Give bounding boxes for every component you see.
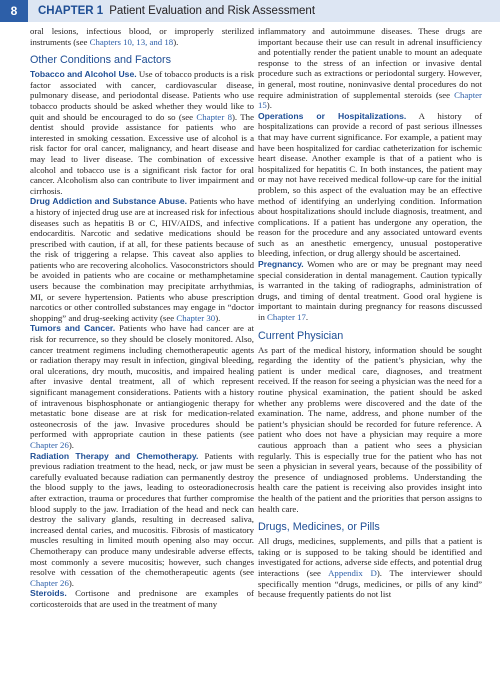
chapter-heading (38, 0, 315, 22)
running-header (0, 0, 500, 22)
cross-reference-link[interactable]: Chapter 26 (30, 439, 69, 450)
paragraph: Radiation Therapy and Chemotherapy. Patients with previous radiation treatment to the head, neck, or jaw must be carefully evaluated because radiation can permanently destroy the blood supply to the jaws, leading to osteoradionecrosis after extraction, trauma or procedures that further compromise blood supply to the jaw. Irradiation of the head and neck can destroy the salivary glands, resulting in decreased saliva, increased dental caries, and mucositis. Fibrosis of masticatory muscles resulting in limited mouth opening also may occur. Chemotherapy can produce many undesirable adverse effects, most commonly a severe mucositis; however, such changes resolve with cessation of the chemotherapeutic agents (see Chapter 26). (30, 450, 254, 588)
paragraph: oral lesions, infectious blood, or improperly sterilized instruments (see Chapters 10, 13, and 18). (30, 26, 254, 47)
run-in-heading: Tumors and Cancer. (30, 323, 116, 334)
cross-reference-link[interactable]: Chapter 26 (30, 577, 69, 588)
left-column (30, 26, 254, 609)
cross-reference-link[interactable]: Chapters 10, 13, and 18 (89, 36, 174, 47)
paragraph: As part of the medical history, information should be sought regarding the identity of the patient’s physician, why the patient is under medical care, diagnoses, and treatment received. If the reason for seeing a physician was the need for a routine physical examination, the patient should be asked whether any problems were discovered and the date of the examination. The name, address, and phone number of the patient’s physician should be recorded for future reference. A patient who does not have a physician may require a more cautious approach than a patient who sees a physician regularly. This is especially true for the patient who has not seen a physician in several years, because of the possibility of the presence of undiagnosed problems. Understanding the health care the patient is receiving also provides insight into the health of the patient and the priorities that person assigns to health care. (258, 344, 482, 514)
run-in-heading: Steroids. (30, 588, 67, 599)
cross-reference-link[interactable]: Appendix D (328, 567, 377, 578)
paragraph: Steroids. Cortisone and prednisone are examples of corticosteroids that are used in the treatment of many (30, 588, 254, 609)
right-column (258, 26, 482, 600)
cross-reference-link[interactable]: Chapter 17 (267, 312, 306, 323)
run-in-heading: Tobacco and Alcohol Use. (30, 69, 137, 80)
cross-reference-link[interactable]: Chapter 15 (258, 89, 482, 111)
section-heading: Other Conditions and Factors (30, 54, 172, 67)
cross-reference-link[interactable]: Chapter 8 (196, 111, 232, 122)
chapter-label: CHAPTER 1 (38, 5, 104, 17)
chapter-title: Patient Evaluation and Risk Assessment (109, 5, 316, 17)
page-number: 8 (0, 0, 28, 22)
section-heading: Current Physician (258, 329, 344, 342)
paragraph: Operations or Hospitalizations. A history of hospitalizations can provide a record of past serious illnesses that may have current significance. For example, a patient may have been hospitalized for cardiac catheterization for ischemic heart disease. Another example is that of a patient who is hospitalized for hepatitis C. In both instances, the patient may or may not have received medical follow-up care for the initial problem, so this aspect of the evaluation may be an effective method of identifying an underlying condition. Information about hospitalizations should include diagnosis, treatment, and complications. If a patient has undergone any operation, the reason for the procedure and any associated untoward events such as an anesthetic emergency, unusual postoperative bleeding, infection, or drug allergy should be ascertained. (258, 110, 482, 259)
cross-reference-link[interactable]: Chapter 30 (176, 312, 216, 323)
paragraph: All drugs, medicines, supplements, and pills that a patient is taking or is supposed to be taking should be identified and investigated for actions, adverse side effects, and potential drug interactions (see Appendix D). The interviewer should specifically mention “drugs, medicines, or pills of any kind” because frequently patients do not list (258, 536, 483, 600)
paragraph: Tobacco and Alcohol Use. Use of tobacco products is a risk factor associated with cancer, cardiovascular disease, pulmonary disease, and periodontal disease. Patients who use tobacco products should be asked whether they would like to quit and should be encouraged to do so (see Chapter 8). The dentist should provide assistance for patients who are interested in smoking cessation. Excessive use of alcohol is a risk factor for oral cancer, malignancy, and heart disease and may lead to liver disease. The combination of excessive alcohol and tobacco use is a significant risk factor for oral cancer. Alcoholism also can contribute to liver impairment and cirrhosis. (30, 69, 254, 196)
run-in-heading: Drug Addiction and Substance Abuse. (30, 196, 187, 207)
paragraph: Tumors and Cancer. Patients who have had cancer are at risk for recurrence, so they should be closely monitored. Also, cancer treatment regimens including chemotherapeutic agents or radiation therapy may result in infection, gingival bleeding, oral ulcerations, dry mouth, mucositis, and impaired healing after invasive dental treatment, all of which represent significant management considerations. Patients with a history of intravenous bisphosphonate or antiangiogenic therapy for metastatic bone disease are at risk for medication-related osteonecrosis of the jaw. Invasive procedures should be performed with appropriate caution in these patients (see Chapter 26). (30, 323, 254, 450)
run-in-heading: Radiation Therapy and Chemotherapy. (30, 450, 199, 461)
paragraph: Pregnancy. Women who are or may be pregnant may need special consideration in dental management. Caution typically is warranted in the taking of radiographs, administration of drugs, and timing of dental treatment. Good oral hygiene is important to maintain during pregnancy for reasons discussed in Chapter 17. (258, 259, 482, 323)
paragraph: Drug Addiction and Substance Abuse. Patients who have a history of injected drug use are at increased risk for infectious diseases such as hepatitis B or C, HIV/AIDS, and infective endocarditis. Narcotic and sedative medications should be prescribed with caution, if at all, for these patients because of the risk of triggering a relapse. This caveat also applies to patients who are recovering alcoholics. Vasoconstrictors should be avoided in patients who are cocaine or methamphetamine users because the combination may precipitate arrhythmias, MI, or severe hypertension. Patients who abuse prescription narcotics or other controlled substances may engage in “doctor shopping” and drug-seeking activity (see Chapter 30). (30, 196, 254, 323)
section-heading: Drugs, Medicines, or Pills (258, 521, 380, 534)
paragraph: inflammatory and autoimmune diseases. These drugs are important because their use can result in adrenal insufficiency and potentially render the patient unable to mount an adequate response to the stress of an infection or invasive dental procedure such as extractions or periodontal surgery. However, in general, most routine, noninvasive dental procedures do not require administration of supplemental steroids (see Chapter 15). (258, 26, 482, 111)
run-in-heading: Pregnancy. (258, 259, 304, 270)
run-in-heading: Operations or Hospitalizations. (258, 110, 407, 121)
